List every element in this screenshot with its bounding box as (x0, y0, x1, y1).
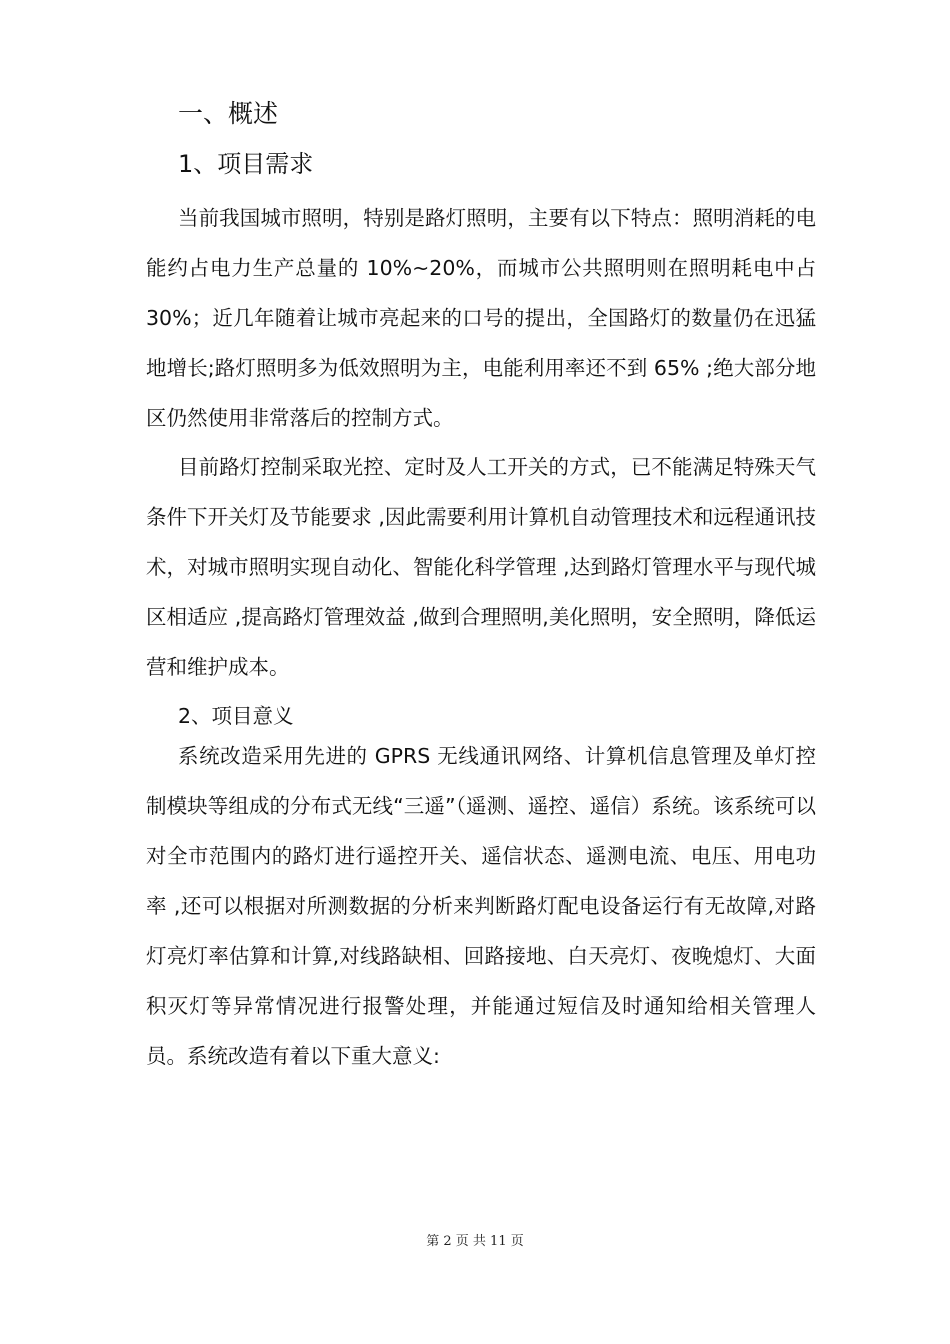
page-footer: 第 2 页 共 11 页 (426, 1234, 524, 1249)
paragraph-control-methods: 目前路灯控制采取光控、定时及人工开关的方式，已不能满足特殊天气条件下开关灯及节能要求 ,因此需要利用计算机自动管理技术和远程通讯技术，对城市照明实现自动化、智能化科学管理 ,达到路灯管理水平与现代城区相适应 ,提高路灯管理效益 ,做到合理照明,美化照明，安全照明，降低运营和维护成本。 (146, 455, 816, 679)
paragraph-lighting-status: 当前我国城市照明，特别是路灯照明，主要有以下特点：照明消耗的电能约占电力生产总量的 10%~20%，而城市公共照明则在照明耗电中占 30%；近几年随着让城市亮起来的口号的提出，全国路灯的数量仍在迅猛地增长;路灯照明多为低效照明为主，电能利用率还不到 65% ;绝大部分地区仍然使用非常落后的控制方式。 (146, 206, 816, 430)
subsection-heading-significance: 2、项目意义 (178, 704, 294, 728)
paragraph-system-description: 系统改造采用先进的 GPRS 无线通讯网络、计算机信息管理及单灯控制模块等组成的分布式无线“三遥”（遥测、遥控、遥信）系统。该系统可以对全市范围内的路灯进行遥控开关、遥信状态、遥测电流、电压、用电功率 ,还可以根据对所测数据的分析来判断路灯配电设备运行有无故障,对路灯亮灯率估算和计算,对线路缺相、回路接地、白天亮灯、夜晚熄灯、大面积灭灯等异常情况进行报警处理，并能通过短信及时通知给相关管理人员。系统改造有着以下重大意义: (146, 744, 816, 1068)
section-heading: 一、概述 (178, 99, 279, 128)
subsection-heading-requirements: 1、项目需求 (178, 150, 314, 178)
